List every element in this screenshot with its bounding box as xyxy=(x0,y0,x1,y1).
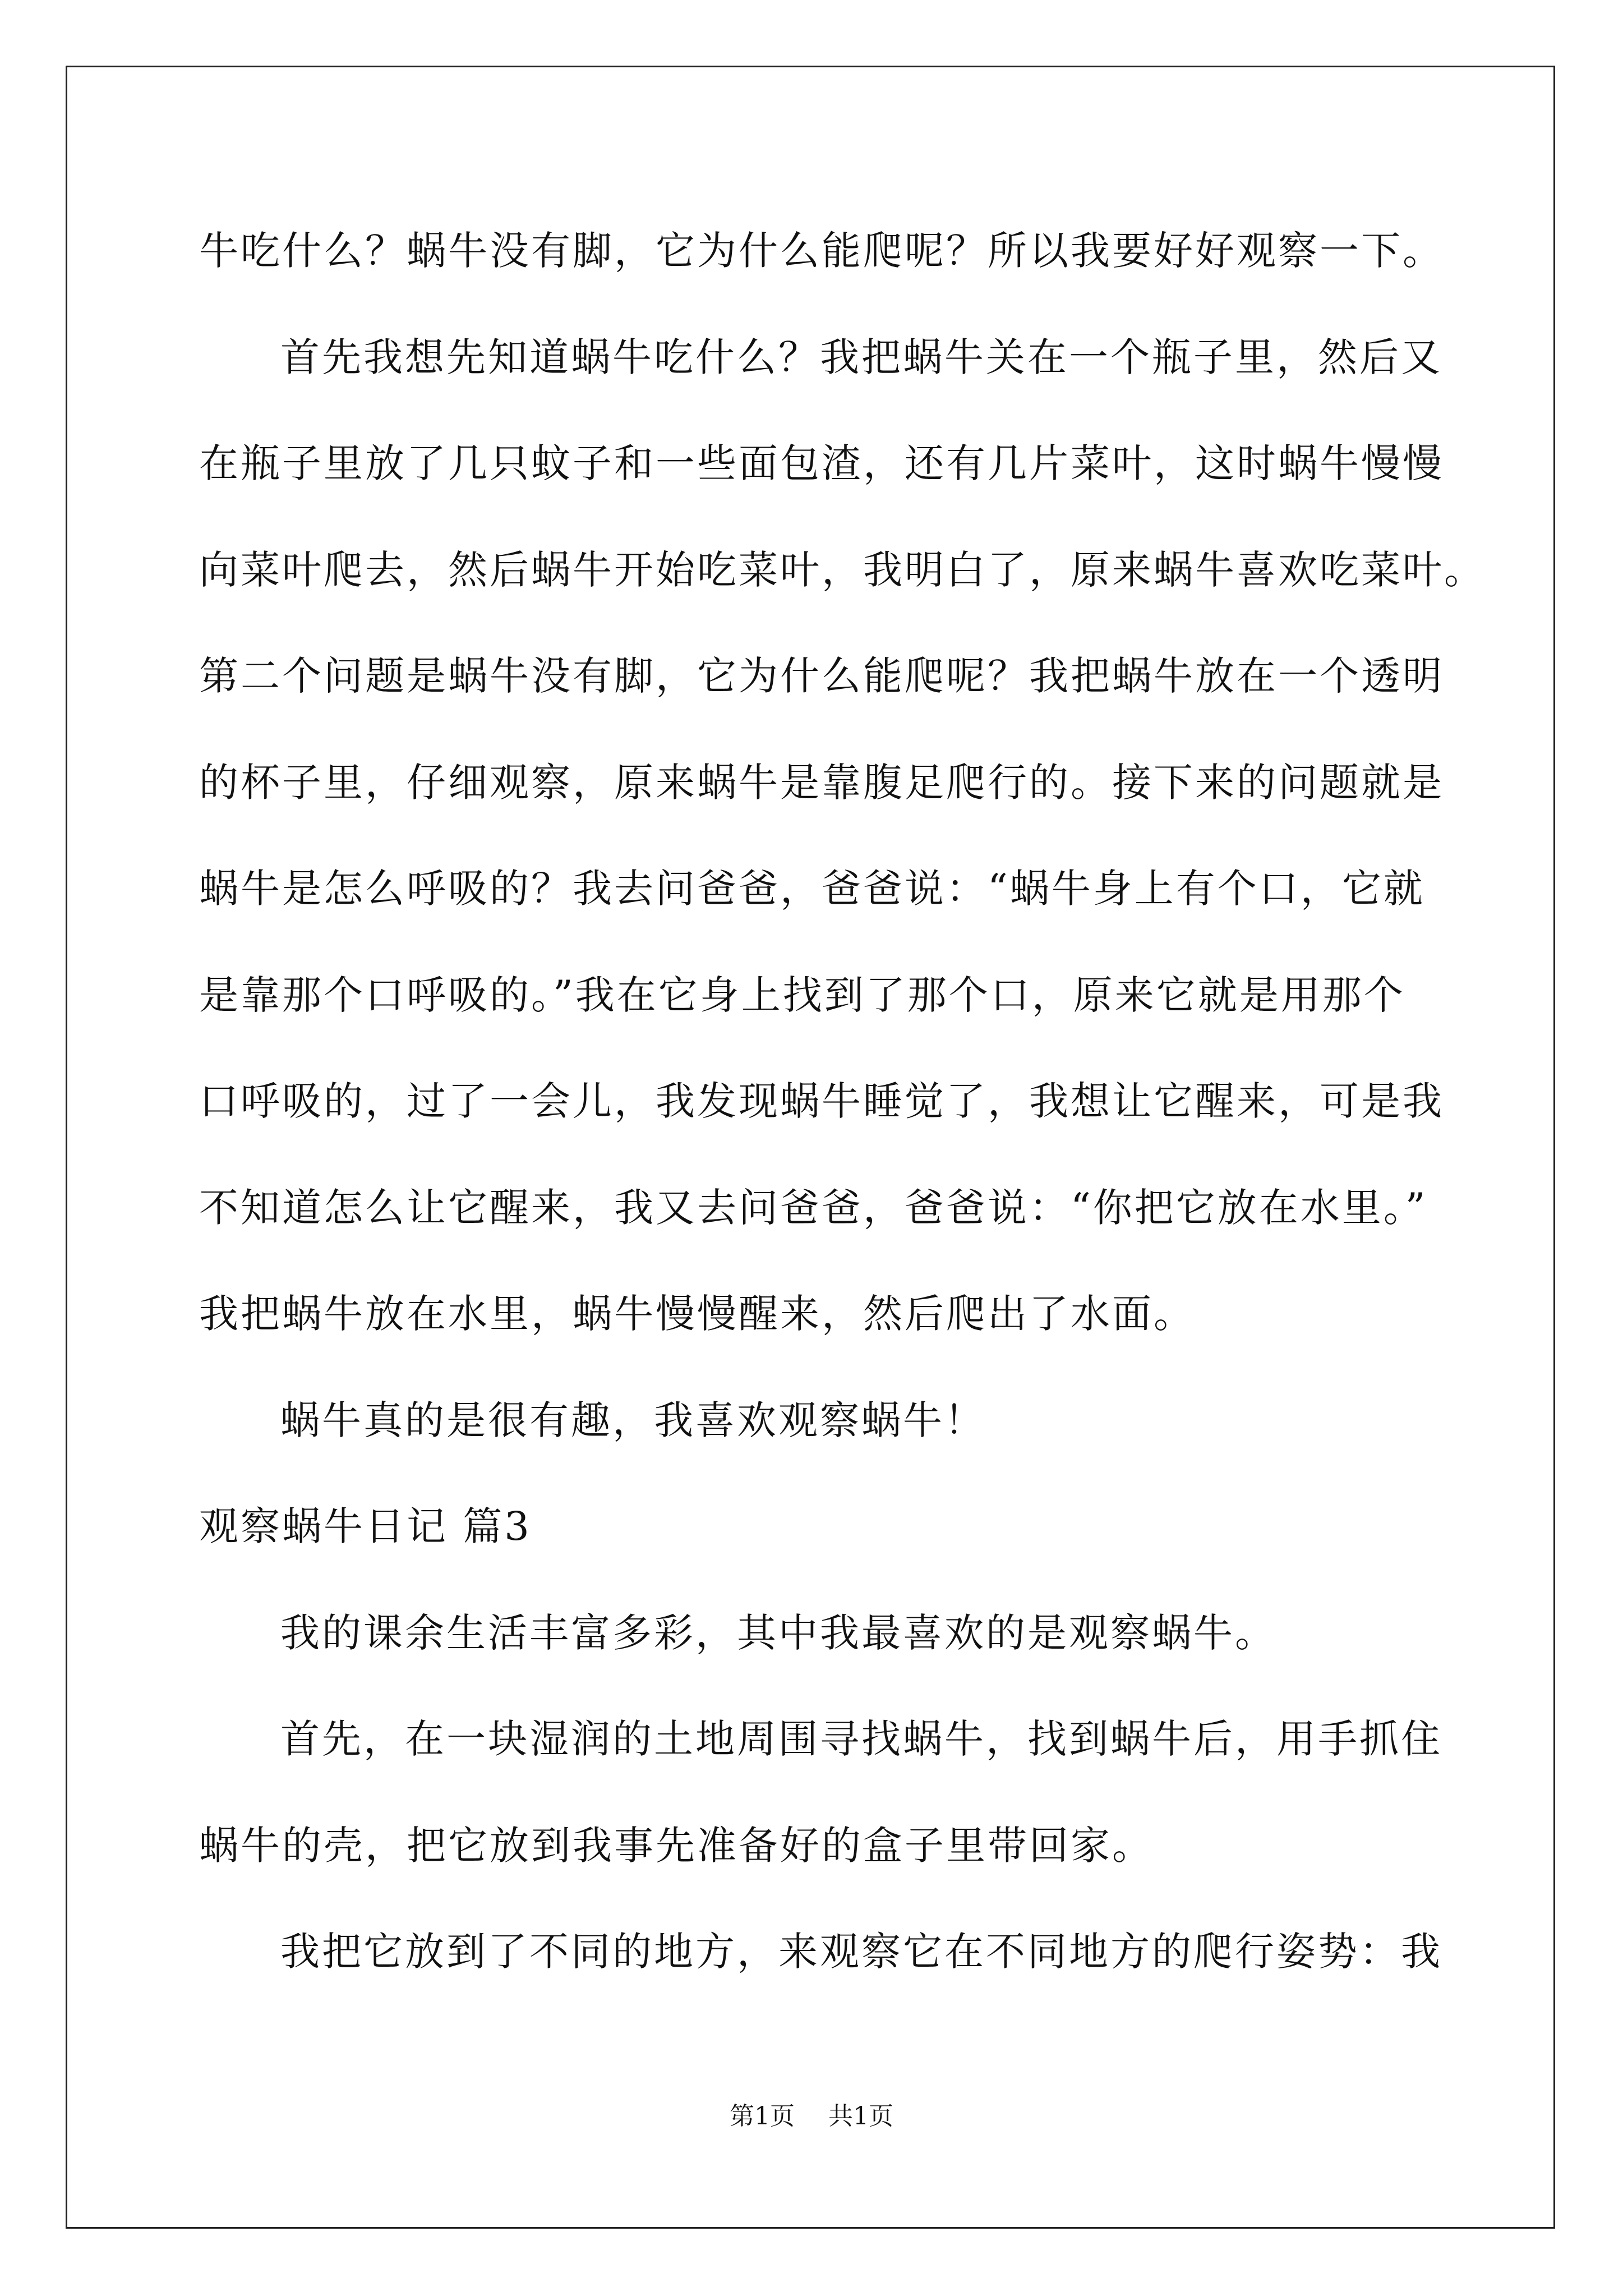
page-total: 共1页 xyxy=(828,2102,893,2131)
text-line: 口呼吸的，过了一会儿，我发现蜗牛睡觉了，我想让它醒来，可是我 xyxy=(199,1078,1444,1124)
text-line: 第二个问题是蜗牛没有脚，它为什么能爬呢？我把蜗牛放在一个透明 xyxy=(199,653,1444,699)
text-line: 向菜叶爬去，然后蜗牛开始吃菜叶，我明白了，原来蜗牛喜欢吃菜叶。 xyxy=(199,547,1486,593)
page-footer xyxy=(0,2102,1623,2131)
text-line: 我把蜗牛放在水里，蜗牛慢慢醒来，然后爬出了水面。 xyxy=(199,1291,1195,1337)
text-line: 蜗牛的壳，把它放到我事先准备好的盒子里带回家。 xyxy=(199,1823,1154,1869)
text-line: 我把它放到了不同的地方，来观察它在不同地方的爬行姿势：我 xyxy=(280,1929,1442,1975)
text-line: 蜗牛真的是很有趣，我喜欢观察蜗牛！ xyxy=(280,1397,986,1443)
text-line: 的杯子里，仔细观察，原来蜗牛是靠腹足爬行的。接下来的问题就是 xyxy=(199,760,1444,806)
text-line: 蜗牛是怎么呼吸的？我去问爸爸，爸爸说：“蜗牛身上有个口，它就 xyxy=(199,866,1425,912)
text-line: 我的课余生活丰富多彩，其中我最喜欢的是观察蜗牛。 xyxy=(280,1610,1276,1656)
page-border xyxy=(66,66,1555,2229)
text-line: 不知道怎么让它醒来，我又去问爸爸，爸爸说：“你把它放在水里。” xyxy=(199,1185,1428,1231)
text-line: 在瓶子里放了几只蚊子和一些面包渣，还有几片菜叶，这时蜗牛慢慢 xyxy=(199,440,1444,486)
text-line: 首先，在一块湿润的土地周围寻找蜗牛，找到蜗牛后，用手抓住 xyxy=(280,1716,1442,1762)
section-heading: 观察蜗牛日记 篇3 xyxy=(199,1503,532,1549)
text-line: 是靠那个口呼吸的。”我在它身上找到了那个口，原来它就是用那个 xyxy=(199,972,1405,1018)
text-line: 牛吃什么？蜗牛没有脚，它为什么能爬呢？所以我要好好观察一下。 xyxy=(199,228,1444,274)
text-line: 首先我想先知道蜗牛吃什么？我把蜗牛关在一个瓶子里，然后又 xyxy=(280,334,1442,380)
page-number: 第1页 xyxy=(730,2102,795,2131)
